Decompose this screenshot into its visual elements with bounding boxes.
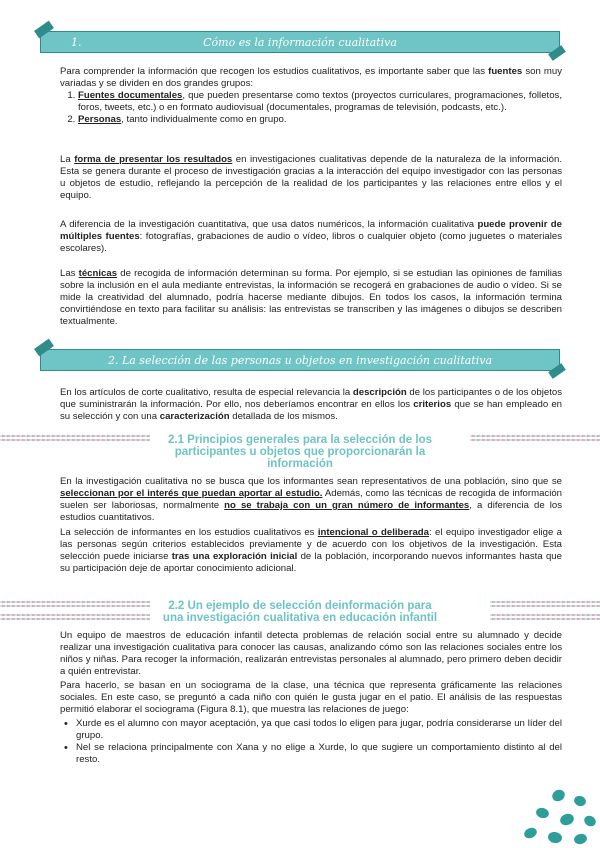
list-item: • Xurde es el alumno con mayor aceptación, ya que casi todos lo eligen para jugar, podría considerarse un líder del grupo.: [62, 718, 562, 742]
section-1-banner: [40, 31, 560, 53]
sources-list: [66, 90, 562, 126]
paragraph: La forma de presentar los resultados en investigaciones cualitativas depende de la naturaleza de la información. Esta se genera durante el proceso de investigación gracias a la interacción del equipo investigador con las personas u objetos de estudio, reflejando la percepción de la realidad de los participantes y las relaciones entre ellos y el equipo.: [60, 154, 562, 201]
subsection-2-2-heading: 2.2 Un ejemplo de selección deinformación para una investigación cualitativa en educación infantil: [162, 600, 438, 624]
section-title: 2. La selección de las personas u objetos en investigación cualitativa: [107, 353, 493, 367]
paragraph: Para hacerlo, se basan en un sociograma de la clase, una técnica que representa gráficamente las relaciones sociales. En este caso, se preguntó a cada niño con quién le gusta jugar en el patio. El análisis de las respuestas permitió elaborar el sociograma (Figura 8.1), que muestra las relaciones de juego:: [60, 680, 562, 715]
list-item: 2. Personas, tanto individualmente como en grupo.: [78, 114, 562, 126]
paragraph: Para comprender la información que recogen los estudios cualitativos, es importante saber que las fuentes son muy variadas y se dividen en dos grandes grupos:: [60, 66, 562, 89]
sociogram-bullets: [62, 718, 562, 766]
list-item: 1. Fuentes documentales, que pueden presentarse como textos (proyectos curriculares, programaciones, folletos, foros, tweets, etc.) o en formato audiovisual (documentales, programas de televisión, podcasts, etc.).: [78, 90, 562, 114]
subsection-2-1-heading: 2.1 Principios generales para la selección de los participantes u objetos que proporcionarán la información: [168, 434, 432, 470]
paragraph: A diferencia de la investigación cuantitativa, que usa datos numéricos, la información cualitativa puede provenir de múltiples fuentes: fotografías, grabaciones de audio o vídeo, libros o cualquier objeto (como juguetes o materiales escolares).: [60, 219, 562, 254]
section-2-banner: [40, 349, 560, 371]
paragraph: En la investigación cualitativa no se busca que los informantes sean representativos de una población, sino que se seleccionan por el interés que puedan aportar al estudio. Además, como las técnicas de recogida de información suelen ser laboriosas, normalmente no se trabaja con un gran número de informantes, a diferencia de los estudios cuantitativos.: [60, 476, 562, 523]
section-title: Cómo es la información cualitativa: [203, 35, 397, 49]
list-item: • Nel se relaciona principalmente con Xana y no elige a Xurde, lo que sugiere un comportamiento distinto al del resto.: [62, 742, 562, 766]
paragraph: La selección de informantes en los estudios cualitativos es intencional o deliberada: el equipo investigador elige a las personas según criterios establecidos previamente y de acuerdo con los objetivos de la investigación. Esta selección puede iniciarse tras una exploración inicial de la población, incorporando nuevos informantes hasta que su participación deje de aportar conocimiento adicional.: [60, 527, 562, 574]
paragraph: Un equipo de maestros de educación infantil detecta problemas de relación social entre su alumnado y decide realizar una investigación cualitativa para conocer las causas, analizando cómo son las relaciones sociales entre los niños y niñas. Para recoger la información, realizarán entrevistas personales al alumnado, pero primero deben decidir a quién entrevistar.: [60, 630, 562, 677]
paragraph: En los artículos de corte cualitativo, resulta de especial relevancia la descripción de los participantes o de los objetos que suministrarán la información. Por ello, nos deberíamos encontrar en ellos los criterios que se han empleado en su selección y con una caracterización detallada de los mismos.: [60, 387, 563, 422]
paragraph: Las técnicas de recogida de información determinan su forma. Por ejemplo, si se estudian las opiniones de familias sobre la inclusión en el aula mediante entrevistas, la información se recogerá en grabaciones de audio o vídeo. Si se mide la creatividad del alumnado, podría hacerse mediante dibujos. En todos los casos, la información termina convirtiéndose en texto para facilitar su análisis: las entrevistas se transcriben y las imágenes o dibujos se describen textualmente.: [60, 268, 563, 327]
section-number: 1.: [71, 35, 82, 49]
